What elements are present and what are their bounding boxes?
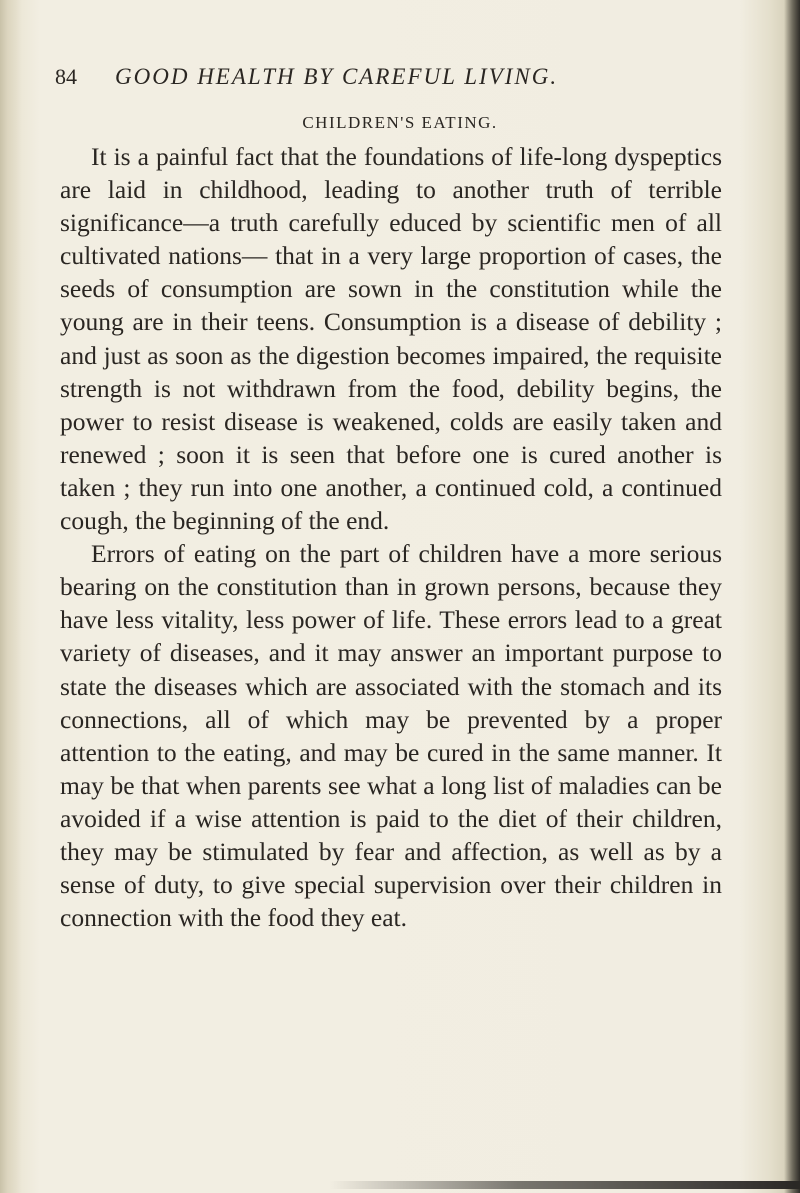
paragraph: It is a painful fact that the foundations of life-long dyspeptics are laid in childhood, leading to another truth of terrible significance—a truth carefully educed by scientific men of all cultivated nations— that in a very large proportion of cases, the seeds of consumption are sown in the constitution while the young are in their teens. Consumption is a disease of debility ; and just as soon as the digestion becomes impaired, the requisite strength is not withdrawn from the food, debility begins, the power to resist disease is weakened, colds are easily taken and renewed ; soon it is seen that before one is cured another is taken ; they run into one another, a continued cold, a continued cough, the beginning of the end.: [60, 142, 722, 536]
body-text: [60, 140, 722, 934]
running-title: GOOD HEALTH BY CAREFUL LIVING.: [115, 64, 559, 89]
page-edge-shadow: [784, 0, 800, 1193]
paragraph: Errors of eating on the part of children have a more serious bearing on the constitution than in grown persons, because they have less vitality, less power of life. These errors lead to a great variety of diseases, and it may answer an important purpose to state the diseases which are associated with the stomach and its connections, all of which may be prevented by a proper attention to the eating, and may be cured in the same manner. It may be that when parents see what a long list of maladies can be avoided if a wise attention is paid to the diet of their children, they may be stimulated by fear and affection, as well as by a sense of duty, to give special supervision over their children in connection with the food they eat.: [60, 539, 722, 933]
page-gutter-shadow: [0, 0, 22, 1193]
section-heading: CHILDREN'S EATING.: [302, 113, 498, 132]
running-header: [55, 64, 715, 90]
page-bottom-shadow: [330, 1181, 800, 1189]
page-number: 84: [55, 64, 77, 89]
